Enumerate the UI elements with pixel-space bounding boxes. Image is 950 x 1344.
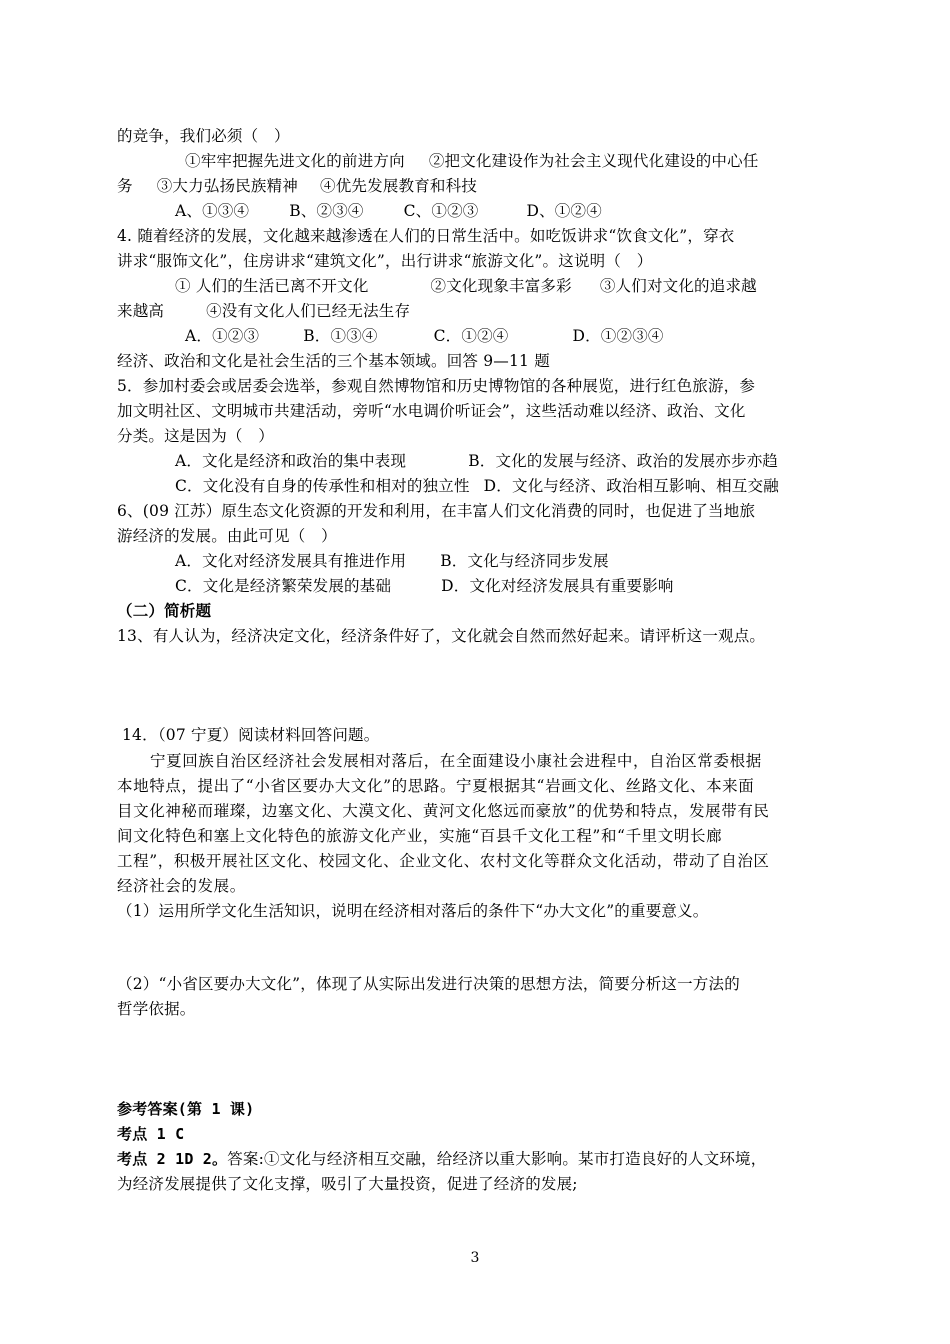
intro-9-11: 经济、政治和文化是社会生活的三个基本领域。回答 9—11 题 — [117, 352, 550, 370]
q14-para-line: 宁夏回族自治区经济社会发展相对落后，在全面建设小康社会进程中，自治区常委根据 — [150, 752, 762, 770]
q3-choice-d: D、①②④ — [526, 202, 602, 220]
q5-choice-a: A．文化是经济和政治的集中表现 — [175, 452, 407, 470]
q5-choices-cd — [175, 474, 779, 498]
q3-options-line-2 — [117, 174, 477, 198]
q3-option-1: ①牢牢把握先进文化的前进方向 — [185, 152, 405, 170]
q14-para-line: 经济社会的发展。 — [117, 877, 246, 895]
answer-k2-cont: 为经济发展提供了文化支撑，吸引了大量投资，促进了经济的发展; — [117, 1175, 578, 1193]
q5-choice-c: C．文化没有自身的传承性和相对的独立性 — [175, 477, 470, 495]
q3-option-3: ③大力弘扬民族精神 — [156, 177, 299, 195]
q6-choices-cd — [175, 574, 674, 598]
q14-para-line: 目文化神秘而璀璨，边塞文化、大漠文化、黄河文化悠远而豪放”的优势和特点，发展带有民 — [117, 802, 770, 820]
q4-options-line — [175, 274, 757, 298]
q4-choice-d: D．①②③④ — [572, 327, 664, 345]
q14-title: 14．（07 宁夏）阅读材料回答问题。 — [122, 726, 380, 744]
q4-stem-1: 4. 随着经济的发展，文化越来越渗透在人们的日常生活中。如吃饭讲求“饮食文化”，穿衣 — [117, 227, 735, 245]
q6-choice-c: C．文化是经济繁荣发展的基础 — [175, 577, 392, 595]
q4-option-1: ① 人们的生活已离不开文化 — [175, 277, 369, 295]
q3-choice-a: A、①③④ — [175, 202, 250, 220]
q4-option-3-cont: 来越高 — [117, 302, 165, 320]
answer-k2-label: 考点 2 1D 2。 — [117, 1150, 228, 1168]
q14-para-line: 工程”，积极开展社区文化、校园文化、企业文化、农村文化等群众文化活动，带动了自治区 — [117, 852, 770, 870]
q5-stem-2: 加文明社区、文明城市共建活动，旁听“水电调价听证会”，这些活动难以经济、政治、文化 — [117, 402, 746, 420]
answer-k2 — [117, 1147, 766, 1171]
q5-choices-ab — [175, 449, 778, 473]
q6-choice-d: D．文化对经济发展具有重要影响 — [441, 577, 674, 595]
q4-stem-2: 讲求“服饰文化”，住房讲求“建筑文化”，出行讲求“旅游文化”。这说明（ ） — [117, 252, 653, 270]
q3-choice-b: B、②③④ — [289, 202, 364, 220]
q6-stem-2: 游经济的发展。由此可见（ ） — [117, 527, 337, 545]
q3-option-4: ④优先发展教育和科技 — [320, 177, 478, 195]
q14-sub-question-1: （1）运用所学文化生活知识，说明在经济相对落后的条件下“办大文化”的重要意义。 — [117, 902, 709, 920]
q4-choice-c: C．①②④ — [433, 327, 509, 345]
q3-choice-c: C、①②③ — [403, 202, 479, 220]
q14-sub-question-2-cont: 哲学依据。 — [117, 1000, 196, 1018]
q4-choices — [185, 324, 664, 348]
q6-choices-ab — [175, 549, 609, 573]
page-number: 3 — [470, 1250, 480, 1266]
q6-stem-1: 6、(09 江苏）原生态文化资源的开发和利用，在丰富人们文化消费的同时，也促进了当地旅 — [117, 502, 756, 520]
q4-option-2: ②文化现象丰富多彩 — [430, 277, 572, 295]
q6-choice-a: A．文化对经济发展具有推进作用 — [175, 552, 407, 570]
q5-stem-1: 5．参加村委会或居委会选举，参观自然博物馆和历史博物馆的各种展览，进行红色旅游，参 — [117, 377, 756, 395]
q3-option-2: ②把文化建设作为社会主义现代化建设的中心任 — [428, 152, 759, 170]
q3-choices — [175, 199, 602, 223]
q5-choice-b: B．文化的发展与经济、政治的发展亦步亦趋 — [468, 452, 779, 470]
q4-option-4: ④没有文化人们已经无法生存 — [206, 302, 411, 320]
q5-choice-d: D．文化与经济、政治相互影响、相互交融 — [483, 477, 779, 495]
q3-options-line — [185, 149, 759, 173]
answer-k2-text: 答案:①文化与经济相互交融，给经济以重大影响。某市打造良好的人文环境， — [227, 1150, 767, 1168]
answer-k1: 考点 1 C — [117, 1125, 185, 1143]
q14-sub-question-2: （2）“小省区要办大文化”，体现了从实际出发进行决策的思想方法，简要分析这一方法的 — [117, 975, 740, 993]
q13-stem: 13、有人认为，经济决定文化，经济条件好了，文化就会自然而然好起来。请评析这一观点。 — [117, 627, 766, 645]
q3-stem: 的竞争，我们必须（ ） — [117, 127, 290, 145]
q4-options-line-2 — [117, 299, 410, 323]
q4-choice-b: B．①③④ — [303, 327, 378, 345]
q6-choice-b: B．文化与经济同步发展 — [440, 552, 609, 570]
section-short-answer: （二）简析题 — [117, 601, 212, 620]
answers-title: 参考答案(第 1 课) — [117, 1100, 255, 1118]
q4-option-3: ③人们对文化的追求越 — [599, 277, 757, 295]
q14-para-line: 间文化特色和塞上文化特色的旅游文化产业，实施“百县千文化工程”和“千里文明长廊 — [117, 827, 723, 845]
q5-stem-3: 分类。这是因为（ ） — [117, 427, 275, 445]
q3-option-2-cont: 务 — [117, 177, 133, 195]
q14-para-line: 本地特点，提出了“小省区要办大文化”的思路。宁夏根据其“岩画文化、丝路文化、本来面 — [117, 777, 755, 795]
q4-choice-a: A．①②③ — [185, 327, 260, 345]
